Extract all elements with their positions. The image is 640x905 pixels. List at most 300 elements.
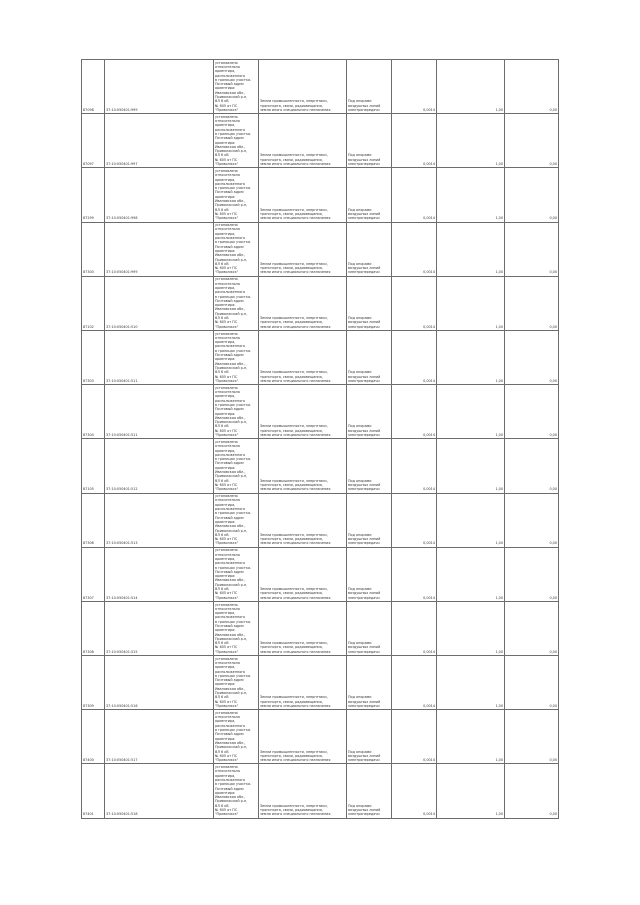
location-line: Почтовый адрес ориентира: bbox=[215, 623, 245, 633]
location-line: Ивановская обл., bbox=[215, 524, 246, 529]
table-row bbox=[82, 601, 559, 655]
cadastral-value: 0,00 bbox=[505, 276, 559, 330]
land-category bbox=[259, 601, 347, 655]
coefficient-value: 1,00 bbox=[437, 60, 505, 114]
category-line: транспорта, связи, радиовещания, bbox=[260, 266, 323, 271]
record-id: 87102 bbox=[82, 276, 105, 330]
location-line: установлено bbox=[215, 656, 238, 661]
location-line: Ивановская обл., bbox=[215, 795, 246, 800]
category-line: транспорта, связи, радиовещания, bbox=[260, 428, 323, 433]
location-line: относительно bbox=[215, 660, 240, 665]
location-line: № 605 от ПС bbox=[215, 753, 238, 758]
coefficient-value: 1,00 bbox=[437, 168, 505, 222]
use-line: Под опорами bbox=[348, 153, 372, 158]
location-line: в границах участка. bbox=[215, 240, 252, 245]
permitted-use bbox=[347, 114, 392, 168]
location-line: Почтовый адрес ориентира: bbox=[215, 786, 245, 795]
use-line: электропередачи bbox=[348, 541, 380, 546]
use-line: Под опорами bbox=[348, 641, 372, 646]
location-line: Ивановская обл., bbox=[215, 415, 246, 420]
location-line: Почтовый адрес ориентира: bbox=[215, 515, 245, 524]
category-line: транспорта, связи, радиовещания, bbox=[260, 699, 323, 704]
location-line: "Приволжск" bbox=[215, 216, 239, 221]
coefficient-value: 1,00 bbox=[437, 439, 505, 493]
location-line: установлено bbox=[215, 710, 238, 715]
use-line: воздушных линий bbox=[348, 591, 381, 596]
record-id: 87401 bbox=[82, 764, 105, 818]
record-id: 87300 bbox=[82, 222, 105, 276]
table-row bbox=[82, 114, 559, 168]
area-value: 0,0014 bbox=[392, 439, 437, 493]
cadastral-number: 37:10:050401:997 bbox=[105, 114, 214, 168]
location-line: в границах участка. bbox=[215, 402, 252, 407]
table-row bbox=[82, 385, 559, 439]
category-line: Земли промышленности, энергетики, bbox=[260, 99, 328, 104]
category-line: транспорта, связи, радиовещания, bbox=[260, 320, 323, 325]
location-line: относительно bbox=[215, 498, 240, 503]
category-line: Земли промышленности, энергетики, bbox=[260, 586, 328, 591]
use-line: воздушных линий bbox=[348, 266, 381, 271]
use-line: воздушных линий bbox=[348, 645, 381, 650]
registry-page bbox=[81, 59, 558, 819]
category-line: Земли промышленности, энергетики, bbox=[260, 532, 328, 537]
location-line: установлено bbox=[215, 602, 238, 607]
use-line: электропередачи bbox=[348, 107, 380, 112]
location-line: в границах участка. bbox=[215, 565, 252, 570]
coefficient-value: 1,00 bbox=[437, 710, 505, 764]
use-line: воздушных линий bbox=[348, 320, 381, 325]
location-line: ВЛ 6 кВ bbox=[215, 749, 229, 754]
location-description bbox=[214, 547, 259, 601]
cadastral-number: 37:10:050401:514 bbox=[105, 547, 214, 601]
cadastral-number: 37:10:050401:510 bbox=[105, 276, 214, 330]
location-line: относительно bbox=[215, 227, 240, 232]
location-description bbox=[214, 276, 259, 330]
category-line: Земли промышленности, энергетики, bbox=[260, 478, 328, 483]
use-line: электропередачи bbox=[348, 216, 380, 221]
category-line: транспорта, связи, радиовещания, bbox=[260, 537, 323, 542]
coefficient-value: 1,00 bbox=[437, 656, 505, 710]
record-id: 87299 bbox=[82, 168, 105, 222]
location-line: Приволжский р-н, bbox=[215, 203, 248, 208]
location-line: "Приволжск" bbox=[215, 433, 239, 438]
category-line: земли иного специального назначения bbox=[260, 433, 331, 438]
location-line: относительно bbox=[215, 281, 240, 286]
location-line: установлено bbox=[215, 765, 238, 770]
location-line: № 605 от ПС bbox=[215, 591, 238, 596]
use-line: Под опорами bbox=[348, 803, 372, 808]
record-id: 87306 bbox=[82, 493, 105, 547]
location-line: Ивановская обл., bbox=[215, 144, 246, 149]
location-line: ориентира, расположенного bbox=[215, 69, 246, 78]
coefficient-value: 1,00 bbox=[437, 547, 505, 601]
land-category bbox=[259, 764, 347, 818]
table-row bbox=[82, 710, 559, 764]
location-line: в границах участка. bbox=[215, 673, 252, 678]
category-line: земли иного специального назначения bbox=[260, 487, 331, 492]
table-row bbox=[82, 222, 559, 276]
location-line: Почтовый адрес ориентира: bbox=[215, 461, 245, 470]
permitted-use bbox=[347, 330, 392, 384]
category-line: земли иного специального назначения bbox=[260, 162, 331, 167]
cadastral-number: 37:10:050401:511 bbox=[105, 330, 214, 384]
cadastral-number: 37:10:050401:999 bbox=[105, 222, 214, 276]
location-line: Приволжский р-н, bbox=[215, 95, 248, 99]
location-line: ВЛ 6 кВ bbox=[215, 99, 229, 104]
coefficient-value: 1,00 bbox=[437, 276, 505, 330]
location-line: ВЛ 6 кВ bbox=[215, 803, 229, 808]
location-line: установлено bbox=[215, 385, 238, 390]
category-line: транспорта, связи, радиовещания, bbox=[260, 591, 323, 596]
location-line: "Приволжск" bbox=[215, 107, 239, 112]
location-line: Почтовый адрес ориентира: bbox=[215, 678, 245, 687]
land-category bbox=[259, 656, 347, 710]
land-category bbox=[259, 547, 347, 601]
location-line: Приволжский р-н, bbox=[215, 474, 248, 479]
use-line: электропередачи bbox=[348, 433, 380, 438]
cadastral-value: 0,00 bbox=[505, 60, 559, 114]
category-line: земли иного специального назначения bbox=[260, 649, 331, 654]
category-line: транспорта, связи, радиовещания, bbox=[260, 211, 323, 216]
location-line: Приволжский р-н, bbox=[215, 528, 248, 533]
use-line: Под опорами bbox=[348, 424, 372, 429]
location-line: Почтовый адрес ориентира: bbox=[215, 82, 245, 91]
location-line: относительно bbox=[215, 769, 240, 774]
land-category bbox=[259, 276, 347, 330]
location-line: ориентира, расположенного bbox=[215, 231, 246, 241]
location-description bbox=[214, 493, 259, 547]
location-line: Приволжский р-н, bbox=[215, 636, 248, 641]
area-value: 0,0014 bbox=[392, 114, 437, 168]
coefficient-value: 1,00 bbox=[437, 764, 505, 818]
cadastral-value: 0,00 bbox=[505, 710, 559, 764]
record-id: 87303 bbox=[82, 330, 105, 384]
location-line: ориентира, расположенного bbox=[215, 773, 246, 782]
location-line: Ивановская обл., bbox=[215, 307, 246, 312]
location-line: Приволжский р-н, bbox=[215, 257, 248, 262]
permitted-use bbox=[347, 547, 392, 601]
location-line: Приволжский р-н, bbox=[215, 799, 248, 804]
cadastral-value: 0,00 bbox=[505, 493, 559, 547]
cadastral-number: 37:10:050401:512 bbox=[105, 439, 214, 493]
use-line: воздушных линий bbox=[348, 482, 381, 487]
cadastral-number: 37:10:050401:513 bbox=[105, 493, 214, 547]
coefficient-value: 1,00 bbox=[437, 493, 505, 547]
table-row bbox=[82, 764, 559, 818]
cadastral-number: 37:10:050401:998 bbox=[105, 168, 214, 222]
location-line: Почтовый адрес ориентира: bbox=[215, 407, 245, 416]
location-description bbox=[214, 330, 259, 384]
location-line: установлено bbox=[215, 169, 238, 173]
location-description bbox=[214, 601, 259, 655]
use-line: воздушных линий bbox=[348, 808, 381, 813]
use-line: электропередачи bbox=[348, 758, 380, 763]
coefficient-value: 1,00 bbox=[437, 330, 505, 384]
location-line: установлено bbox=[215, 277, 238, 282]
location-line: установлено bbox=[215, 548, 238, 553]
location-line: № 605 от ПС bbox=[215, 157, 238, 162]
location-line: Ивановская обл., bbox=[215, 686, 246, 691]
use-line: воздушных линий bbox=[348, 753, 381, 758]
land-category bbox=[259, 114, 347, 168]
land-category bbox=[259, 60, 347, 114]
location-line: установлено bbox=[215, 331, 238, 336]
cadastral-number: 37:10:050401:511 bbox=[105, 385, 214, 439]
location-line: в границах участка. bbox=[215, 782, 252, 787]
category-line: Земли промышленности, энергетики, bbox=[260, 316, 328, 321]
record-id: 87400 bbox=[82, 710, 105, 764]
location-line: Приволжский р-н, bbox=[215, 365, 248, 370]
location-line: ориентира, расположенного bbox=[215, 123, 246, 132]
location-line: относительно bbox=[215, 606, 240, 611]
area-value: 0,0014 bbox=[392, 330, 437, 384]
location-line: относительно bbox=[215, 444, 240, 449]
use-line: воздушных линий bbox=[348, 157, 381, 162]
location-line: относительно bbox=[215, 715, 240, 720]
category-line: Земли промышленности, энергетики, bbox=[260, 207, 328, 212]
location-line: относительно bbox=[215, 173, 240, 178]
location-line: ВЛ 6 кВ bbox=[215, 641, 229, 646]
coefficient-value: 1,00 bbox=[437, 222, 505, 276]
permitted-use bbox=[347, 168, 392, 222]
table-row bbox=[82, 439, 559, 493]
use-line: электропередачи bbox=[348, 812, 380, 817]
category-line: земли иного специального назначения bbox=[260, 758, 331, 763]
use-line: электропередачи bbox=[348, 649, 380, 654]
category-line: транспорта, связи, радиовещания, bbox=[260, 808, 323, 813]
location-line: в границах участка. bbox=[215, 132, 252, 136]
location-line: Ивановская обл., bbox=[215, 90, 246, 95]
permitted-use bbox=[347, 385, 392, 439]
land-category bbox=[259, 168, 347, 222]
record-id: 87097 bbox=[82, 114, 105, 168]
category-line: земли иного специального назначения bbox=[260, 812, 331, 817]
record-id: 87309 bbox=[82, 656, 105, 710]
location-line: Почтовый адрес ориентира: bbox=[215, 353, 245, 362]
land-registry-table bbox=[81, 59, 559, 819]
use-line: воздушных линий bbox=[348, 103, 381, 108]
category-line: Земли промышленности, энергетики, bbox=[260, 370, 328, 375]
area-value: 0,0014 bbox=[392, 656, 437, 710]
location-line: № 605 от ПС bbox=[215, 211, 238, 216]
use-line: воздушных линий bbox=[348, 699, 381, 704]
location-line: установлено bbox=[215, 439, 238, 444]
location-line: в границах участка. bbox=[215, 457, 252, 462]
location-line: Почтовый адрес ориентира: bbox=[215, 190, 245, 199]
location-line: ВЛ 6 кВ bbox=[215, 316, 229, 321]
use-line: электропередачи bbox=[348, 162, 380, 167]
use-line: Под опорами bbox=[348, 99, 372, 104]
cadastral-value: 0,00 bbox=[505, 385, 559, 439]
location-line: № 605 от ПС bbox=[215, 374, 238, 379]
category-line: земли иного специального назначения bbox=[260, 216, 331, 221]
land-category bbox=[259, 493, 347, 547]
location-line: Ивановская обл., bbox=[215, 361, 246, 366]
area-value: 0,0014 bbox=[392, 276, 437, 330]
category-line: Земли промышленности, энергетики, bbox=[260, 424, 328, 429]
location-line: ВЛ 6 кВ bbox=[215, 261, 229, 266]
permitted-use bbox=[347, 493, 392, 547]
use-line: электропередачи bbox=[348, 324, 380, 329]
location-line: ориентира, расположенного bbox=[215, 665, 246, 674]
permitted-use bbox=[347, 222, 392, 276]
use-line: электропередачи bbox=[348, 703, 380, 708]
location-line: "Приволжск" bbox=[215, 703, 239, 708]
location-line: установлено bbox=[215, 223, 238, 228]
area-value: 0,0014 bbox=[392, 60, 437, 114]
cadastral-value: 0,00 bbox=[505, 764, 559, 818]
location-line: Почтовый адрес ориентира: bbox=[215, 298, 245, 308]
table-row bbox=[82, 493, 559, 547]
location-line: в границах участка. bbox=[215, 77, 252, 82]
area-value: 0,0014 bbox=[392, 385, 437, 439]
location-line: "Приволжск" bbox=[215, 649, 239, 654]
table-row bbox=[82, 276, 559, 330]
location-line: ориентира, расположенного bbox=[215, 177, 246, 186]
category-line: Земли промышленности, энергетики, bbox=[260, 749, 328, 754]
location-line: ориентира, расположенного bbox=[215, 448, 246, 457]
category-line: транспорта, связи, радиовещания, bbox=[260, 374, 323, 379]
cadastral-value: 0,00 bbox=[505, 114, 559, 168]
use-line: Под опорами bbox=[348, 261, 372, 266]
location-line: Почтовый адрес ориентира: bbox=[215, 569, 245, 579]
location-line: в границах участка. bbox=[215, 619, 252, 624]
area-value: 0,0014 bbox=[392, 764, 437, 818]
permitted-use bbox=[347, 601, 392, 655]
location-description bbox=[214, 168, 259, 222]
location-line: Приволжский р-н, bbox=[215, 149, 248, 154]
coefficient-value: 1,00 bbox=[437, 385, 505, 439]
land-category bbox=[259, 439, 347, 493]
category-line: земли иного специального назначения bbox=[260, 703, 331, 708]
use-line: Под опорами bbox=[348, 749, 372, 754]
permitted-use bbox=[347, 439, 392, 493]
category-line: транспорта, связи, радиовещания, bbox=[260, 482, 323, 487]
category-line: транспорта, связи, радиовещания, bbox=[260, 645, 323, 650]
category-line: земли иного специального назначения bbox=[260, 378, 331, 383]
use-line: воздушных линий bbox=[348, 211, 381, 216]
location-line: ВЛ 6 кВ bbox=[215, 370, 229, 375]
use-line: Под опорами bbox=[348, 586, 372, 591]
location-line: установлено bbox=[215, 494, 238, 499]
location-line: Приволжский р-н, bbox=[215, 691, 248, 696]
location-line: "Приволжск" bbox=[215, 758, 239, 763]
record-id: 87308 bbox=[82, 601, 105, 655]
category-line: земли иного специального назначения bbox=[260, 595, 331, 600]
location-line: № 605 от ПС bbox=[215, 428, 238, 433]
location-description bbox=[214, 222, 259, 276]
location-line: Ивановская обл., bbox=[215, 253, 246, 258]
use-line: Под опорами bbox=[348, 695, 372, 700]
cadastral-value: 0,00 bbox=[505, 656, 559, 710]
cadastral-value: 0,00 bbox=[505, 547, 559, 601]
location-line: Приволжский р-н, bbox=[215, 582, 248, 587]
use-line: Под опорами bbox=[348, 478, 372, 483]
category-line: Земли промышленности, энергетики, bbox=[260, 261, 328, 266]
use-line: воздушных линий bbox=[348, 428, 381, 433]
record-id: 87304 bbox=[82, 385, 105, 439]
category-line: земли иного специального назначения bbox=[260, 541, 331, 546]
use-line: электропередачи bbox=[348, 487, 380, 492]
area-value: 0,0014 bbox=[392, 710, 437, 764]
table-row bbox=[82, 330, 559, 384]
table-row bbox=[82, 547, 559, 601]
cadastral-value: 0,00 bbox=[505, 222, 559, 276]
table-row bbox=[82, 168, 559, 222]
permitted-use bbox=[347, 60, 392, 114]
location-line: ВЛ 6 кВ bbox=[215, 586, 229, 591]
location-line: ВЛ 6 кВ bbox=[215, 207, 229, 212]
permitted-use bbox=[347, 710, 392, 764]
use-line: электропередачи bbox=[348, 378, 380, 383]
location-line: ВЛ 6 кВ bbox=[215, 695, 229, 700]
cadastral-number: 37:10:050401:516 bbox=[105, 656, 214, 710]
category-line: земли иного специального назначения bbox=[260, 107, 331, 112]
area-value: 0,0014 bbox=[392, 168, 437, 222]
location-line: "Приволжск" bbox=[215, 324, 239, 329]
location-line: № 605 от ПС bbox=[215, 645, 238, 650]
location-line: ориентира, расположенного bbox=[215, 340, 246, 349]
location-description bbox=[214, 439, 259, 493]
location-line: № 605 от ПС bbox=[215, 266, 238, 271]
location-line: ориентира, расположенного bbox=[215, 394, 246, 403]
use-line: воздушных линий bbox=[348, 537, 381, 542]
cadastral-number: 37:10:050401:999 bbox=[105, 60, 214, 114]
location-line: Почтовый адрес ориентира: bbox=[215, 244, 245, 253]
cadastral-value: 0,00 bbox=[505, 601, 559, 655]
category-line: Земли промышленности, энергетики, bbox=[260, 695, 328, 700]
location-line: относительно bbox=[215, 552, 240, 557]
category-line: Земли промышленности, энергетики, bbox=[260, 641, 328, 646]
location-line: ориентира, расположенного bbox=[215, 285, 246, 295]
location-line: № 605 от ПС bbox=[215, 482, 238, 487]
location-line: ориентира, расположенного bbox=[215, 719, 246, 728]
location-line: ВЛ 6 кВ bbox=[215, 153, 229, 158]
location-description bbox=[214, 385, 259, 439]
permitted-use bbox=[347, 276, 392, 330]
location-line: "Приволжск" bbox=[215, 487, 239, 492]
location-line: "Приволжск" bbox=[215, 541, 239, 546]
record-id: 87098 bbox=[82, 60, 105, 114]
location-line: ориентира, расположенного bbox=[215, 556, 246, 566]
location-line: Приволжский р-н, bbox=[215, 311, 248, 316]
location-line: в границах участка. bbox=[215, 186, 252, 191]
use-line: электропередачи bbox=[348, 595, 380, 600]
location-line: Почтовый адрес ориентира: bbox=[215, 136, 245, 145]
location-line: ВЛ 6 кВ bbox=[215, 478, 229, 483]
location-line: Ивановская обл., bbox=[215, 740, 246, 745]
area-value: 0,0014 bbox=[392, 601, 437, 655]
category-line: транспорта, связи, радиовещания, bbox=[260, 103, 323, 108]
location-line: Почтовый адрес ориентира: bbox=[215, 732, 245, 741]
location-line: относительно bbox=[215, 335, 240, 340]
land-category bbox=[259, 710, 347, 764]
location-line: относительно bbox=[215, 390, 240, 395]
category-line: Земли промышленности, энергетики, bbox=[260, 803, 328, 808]
location-line: установлено bbox=[215, 114, 238, 119]
category-line: Земли промышленности, энергетики, bbox=[260, 153, 328, 158]
cadastral-value: 0,00 bbox=[505, 439, 559, 493]
location-line: в границах участка. bbox=[215, 348, 252, 353]
location-line: ВЛ 6 кВ bbox=[215, 532, 229, 537]
category-line: транспорта, связи, радиовещания, bbox=[260, 753, 323, 758]
location-line: № 605 от ПС bbox=[215, 103, 238, 108]
location-line: "Приволжск" bbox=[215, 162, 239, 167]
cadastral-value: 0,00 bbox=[505, 168, 559, 222]
permitted-use bbox=[347, 656, 392, 710]
location-line: ориентира, расположенного bbox=[215, 502, 246, 512]
location-line: № 605 от ПС bbox=[215, 808, 238, 813]
